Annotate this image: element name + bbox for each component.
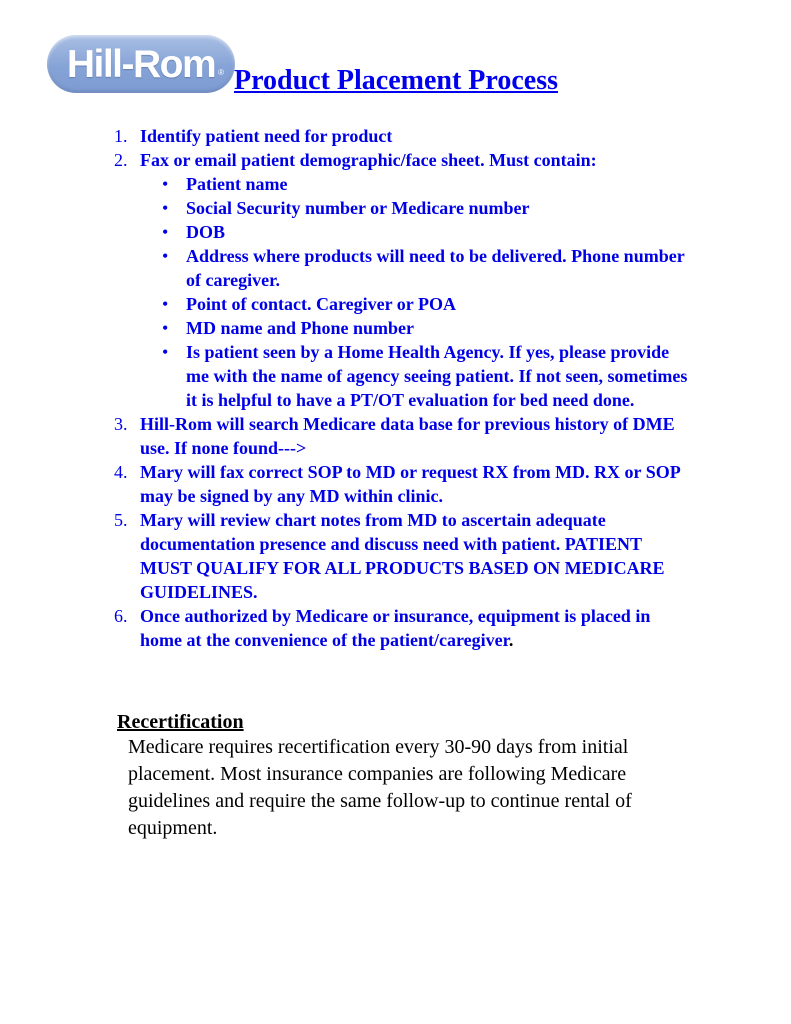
step-text: Fax or email patient demographic/face sheet. Must contain: bbox=[140, 150, 597, 170]
bullet-text: Address where products will need to be delivered. Phone number of caregiver. bbox=[186, 246, 685, 290]
bullet-icon: • bbox=[162, 294, 169, 314]
bullet-icon: • bbox=[162, 246, 169, 266]
list-item bbox=[162, 340, 690, 412]
recertification-body: Medicare requires recertification every 30-90 days from initial placement. Most insurance companies are following Medicare guidelines and require the same follow-up to continue rental of equipment. bbox=[128, 736, 632, 839]
list-item bbox=[162, 196, 690, 220]
step-text: Mary will fax correct SOP to MD or request RX from MD. RX or SOP may be signed by any MD within clinic. bbox=[140, 462, 680, 506]
step-item bbox=[110, 508, 690, 604]
step-text: Once authorized by Medicare or insurance, equipment is placed in home at the convenience of the patient/caregiver bbox=[140, 606, 651, 650]
bullet-text: Social Security number or Medicare number bbox=[186, 198, 530, 218]
step-number: 5. bbox=[114, 510, 128, 530]
list-item bbox=[162, 220, 690, 244]
required-info-list bbox=[140, 172, 690, 412]
step-number: 1. bbox=[114, 126, 128, 146]
bullet-text: DOB bbox=[186, 222, 226, 242]
step-item bbox=[110, 148, 690, 412]
bullet-icon: • bbox=[162, 174, 169, 194]
step-text: Mary will review chart notes from MD to ascertain adequate documentation presence and discuss need with patient. PATIENT MUST QUALIFY FOR ALL PRODUCTS BASED ON MEDICARE GUIDELINES. bbox=[140, 510, 665, 602]
bullet-text: Point of contact. Caregiver or POA bbox=[186, 294, 456, 314]
step-item bbox=[110, 460, 690, 508]
step-item bbox=[110, 124, 690, 148]
step-item bbox=[110, 412, 690, 460]
step-text: Hill-Rom will search Medicare data base for previous history of DME use. If none found---> bbox=[140, 414, 675, 458]
bullet-icon: • bbox=[162, 222, 169, 242]
registered-mark: ® bbox=[218, 68, 224, 77]
bullet-icon: • bbox=[162, 342, 169, 362]
hill-rom-logo bbox=[47, 35, 235, 93]
step-number: 2. bbox=[114, 150, 128, 170]
step-number: 6. bbox=[114, 606, 128, 626]
process-steps-list bbox=[110, 124, 690, 652]
page-title: Product Placement Process bbox=[234, 65, 558, 96]
step-item bbox=[110, 604, 690, 652]
bullet-icon: • bbox=[162, 198, 169, 218]
step-number: 3. bbox=[114, 414, 128, 434]
bullet-text: Is patient seen by a Home Health Agency. If yes, please provide me with the name of agency seeing patient. If not seen, sometimes it is helpful to have a PT/OT evaluation for bed need done. bbox=[186, 342, 688, 410]
logo-text: Hill-Rom bbox=[66, 42, 216, 86]
recertification-heading: Recertification bbox=[117, 711, 244, 733]
list-item bbox=[162, 292, 690, 316]
step-number: 4. bbox=[114, 462, 128, 482]
bullet-text: Patient name bbox=[186, 174, 288, 194]
bullet-icon: • bbox=[162, 318, 169, 338]
step-text: Identify patient need for product bbox=[140, 126, 393, 146]
list-item bbox=[162, 316, 690, 340]
bullet-text: MD name and Phone number bbox=[186, 318, 415, 338]
list-item bbox=[162, 172, 690, 196]
step-trailing-period: . bbox=[508, 630, 514, 650]
list-item bbox=[162, 244, 690, 292]
